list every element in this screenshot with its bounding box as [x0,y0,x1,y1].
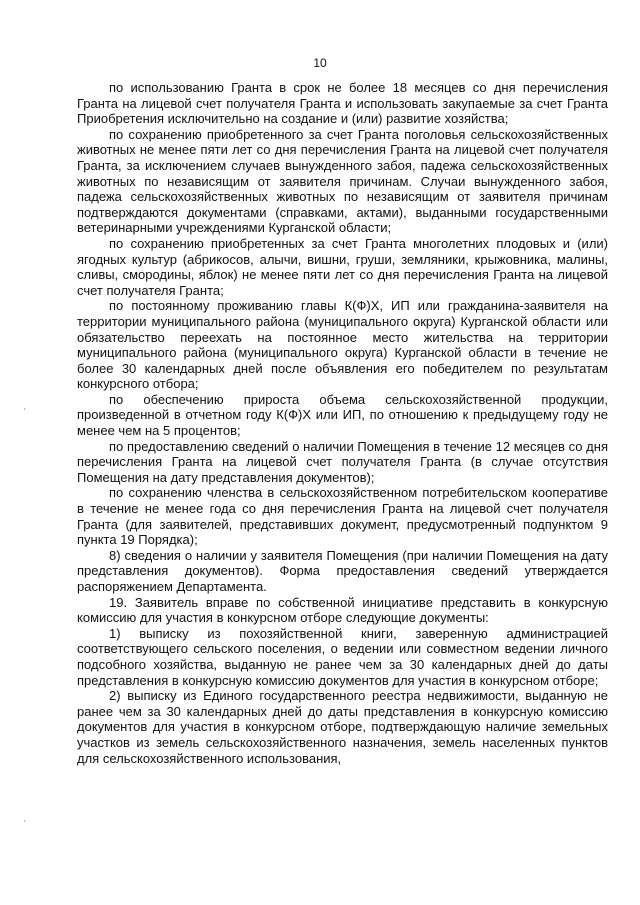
paragraph: по постоянному проживанию главы К(Ф)Х, ИП или гражданина-заявителя на территории муниципального района (муниципального округа) Курганской области или обязательство переехать на постоянное место жительства на территории муниципального района (муниципального округа) Курганской области в течение не более 30 календарных дней после объявления его победителем по результатам конкурсного отбора; [77,298,608,392]
paragraph: по обеспечению прироста объема сельскохозяйственной продукции, произведенной в отчетном году К(Ф)Х или ИП, по отношению к предыдущему году не менее чем на 5 процентов; [77,391,608,439]
paragraph: 19. Заявитель вправе по собственной инициативе представить в конкурсную комиссию для участия в конкурсном отборе следующие документы: [77,594,608,626]
page-number: 10 [313,56,327,70]
paragraph: 1) выписку из похозяйственной книги, заверенную администрацией соответствующего сельского поселения, о ведении или совместном ведении личного подсобного хозяйства, выданную не ранее чем за 30 календарных дней до даты представления в конкурсную комиссию документов для участия в конкурсном отборе; [77,625,608,688]
paragraph: по предоставлению сведений о наличии Помещения в течение 12 месяцев со дня перечисления Гранта на лицевой счет получателя Гранта (в случае отсутствия Помещения на дату представления документов); [77,438,608,485]
paragraph: по использованию Гранта в срок не более 18 месяцев со дня перечисления Гранта на лицевой счет получателя Гранта и использовать закупаемые за счет Гранта Приобретения исключительно на создание и (или) развитие хозяйства; [77,80,608,127]
document-body [77,80,608,766]
paragraph: по сохранению приобретенного за счет Гранта поголовья сельскохозяйственных животных не менее пяти лет со дня перечисления Гранта на лицевой счет получателя Гранта, за исключением случаев вынужденного забоя, падежа сельскохозяйственных животных по независящим от заявителя причинам. Случаи вынужденного забоя, падежа сельскохозяйственных животных по независящим от заявителя причинам подтверждаются документами (справками, актами), выданными государственными ветеринарными учреждениями Курганской области; [77,126,608,236]
scan-artifact [24,408,25,410]
paragraph: по сохранению приобретенных за счет Гранта многолетних плодовых и (или) ягодных культур (абрикосов, алычи, вишни, груши, земляники, крыжовника, малины, сливы, смородины, яблок) не менее пяти лет со дня перечисления Гранта на лицевой счет получателя Гранта; [77,235,608,298]
paragraph: 2) выписку из Единого государственного реестра недвижимости, выданную не ранее чем за 30 календарных дней до даты представления в конкурсную комиссию документов для участия в конкурсном отборе, подтверждающую наличие земельных участков из земель сельскохозяйственного назначения, земель населенных пунктов для сельскохозяйственного использования, [77,688,608,766]
paragraph: по сохранению членства в сельскохозяйственном потребительском кооперативе в течение не менее года со дня перечисления Гранта на лицевой счет получателя Гранта (для заявителей, представивших документ, предусмотренный подпунктом 9 пункта 19 Порядка); [77,485,608,548]
scan-artifact [24,820,25,822]
paragraph: 8) сведения о наличии у заявителя Помещения (при наличии Помещения на дату представления документов). Форма предоставления сведений утверждается распоряжением Департамента. [77,547,608,594]
